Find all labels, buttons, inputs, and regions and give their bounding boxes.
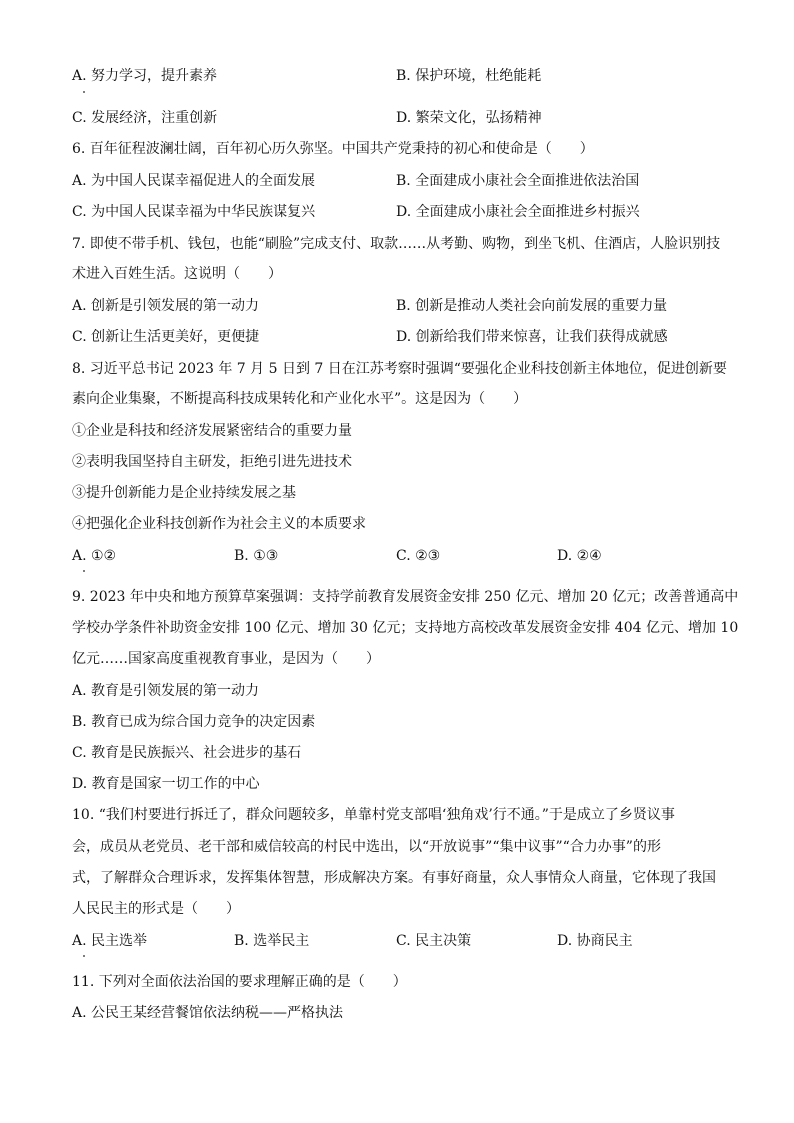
q8-option-d: D. ②④ xyxy=(557,548,602,564)
q8-item-2: ②表明我国坚持自主研发，拒绝引进先进技术 xyxy=(72,454,352,470)
q9-option-c: C. 教育是民族振兴、社会进步的基石 xyxy=(72,745,302,761)
q10-stem-line-1: 10. “我们村要进行拆迁了，群众问题较多，单靠村党支部唱‘独角戏’行不通。”于是成立了乡贤议事 xyxy=(72,807,675,823)
q10-stem-line-4: 人民民主的形式是（ ） xyxy=(72,901,240,917)
q7-stem-line-2: 术进入百姓生活。这说明（ ） xyxy=(72,266,282,282)
q6-option-c: C. 为中国人民谋幸福为中华民族谋复兴 xyxy=(72,204,316,220)
q7-option-a: A. 创新是引领发展的第一动力 xyxy=(72,298,260,314)
q8-item-4: ④把强化企业科技创新作为社会主义的本质要求 xyxy=(72,516,366,532)
q10-option-d: D. 协商民主 xyxy=(557,933,633,949)
q5-option-d: D. 繁荣文化，弘扬精神 xyxy=(396,110,542,126)
q9-stem-line-1: 9. 2023 年中央和地方预算草案强调：支持学前教育发展资金安排 250 亿元、增加 20 亿元；改善普通高中 xyxy=(72,589,739,605)
q5-option-a: A. 努力学习，提升素养 xyxy=(72,68,218,84)
q7-option-d: D. 创新给我们带来惊喜，让我们获得成就感 xyxy=(396,329,668,345)
q5-option-b: B. 保护环境，杜绝能耗 xyxy=(396,68,542,84)
q8-item-3: ③提升创新能力是企业持续发展之基 xyxy=(72,485,296,501)
q7-option-c: C. 创新让生活更美好，更便捷 xyxy=(72,329,260,345)
q10-option-b: B. 选举民主 xyxy=(234,933,310,949)
q6-option-d: D. 全面建成小康社会全面推进乡村振兴 xyxy=(396,204,640,220)
q11-option-a: A. 公民王某经营餐馆依法纳税——严格执法 xyxy=(72,1005,344,1021)
q6-option-b: B. 全面建成小康社会全面推进依法治国 xyxy=(396,173,640,189)
q8-option-c: C. ②③ xyxy=(396,548,441,564)
q9-stem-line-3: 亿元……国家高度重视教育事业，是因为（ ） xyxy=(72,651,380,667)
q8-option-a: A. ①② xyxy=(72,548,117,564)
ink-dot xyxy=(83,91,85,93)
q10-option-a: A. 民主选举 xyxy=(72,933,148,949)
q9-option-a: A. 教育是引领发展的第一动力 xyxy=(72,683,260,699)
q11-stem: 11. 下列对全面依法治国的要求理解正确的是（ ） xyxy=(72,974,407,990)
q6-stem: 6. 百年征程波澜壮阔，百年初心历久弥坚。中国共产党秉持的初心和使命是（ ） xyxy=(72,141,594,157)
q10-stem-line-2: 会，成员从老党员、老干部和威信较高的村民中选出，以“开放说事”“集中议事”“合力办事”的形 xyxy=(72,839,661,855)
q9-option-b: B. 教育已成为综合国力竞争的决定因素 xyxy=(72,714,316,730)
q8-stem-line-2: 素向企业集聚，不断提高科技成果转化和产业化水平”。这是因为（ ） xyxy=(72,391,528,407)
q5-option-c: C. 发展经济，注重创新 xyxy=(72,110,218,126)
q6-option-a: A. 为中国人民谋幸福促进人的全面发展 xyxy=(72,173,316,189)
q7-stem-line-1: 7. 即使不带手机、钱包，也能“刷脸”完成支付、取款……从考勤、购物，到坐飞机、住酒店，人脸识别技 xyxy=(72,236,721,252)
q10-option-c: C. 民主决策 xyxy=(396,933,472,949)
q10-stem-line-3: 式，了解群众合理诉求，发挥集体智慧，形成解决方案。有事好商量，众人事情众人商量，它体现了我国 xyxy=(72,870,716,886)
q7-option-b: B. 创新是推动人类社会向前发展的重要力量 xyxy=(396,298,668,314)
q8-item-1: ①企业是科技和经济发展紧密结合的重要力量 xyxy=(72,423,352,439)
q8-stem-line-1: 8. 习近平总书记 2023 年 7 月 5 日到 7 日在江苏考察时强调“要强化企业科技创新主体地位，促进创新要 xyxy=(72,361,727,377)
q8-option-b: B. ①③ xyxy=(234,548,279,564)
ink-dot xyxy=(83,570,85,572)
q9-stem-line-2: 学校办学条件补助资金安排 100 亿元、增加 30 亿元；支持地方高校改革发展资金安排 404 亿元、增加 10 xyxy=(72,620,739,636)
q9-option-d: D. 教育是国家一切工作的中心 xyxy=(72,776,260,792)
ink-dot xyxy=(83,955,85,957)
